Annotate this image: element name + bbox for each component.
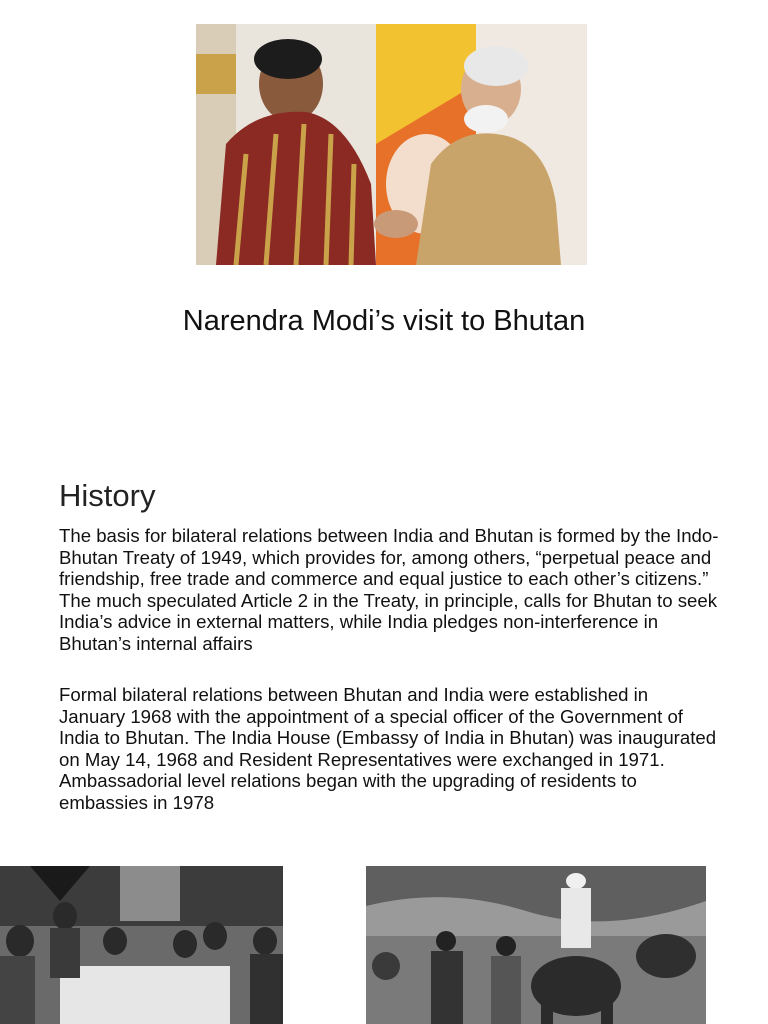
history-paragraph-1: The basis for bilateral relations between India and Bhutan is formed by the Indo-Bhutan Treaty of 1949, which provides for, among others, “perpetual peace and friendship, free trade and commerce and equal justice to each other’s citizens.” The much speculated Article 2 in the Treaty, in principle, calls for Bhutan to seek India’s advice in external matters, while India pledges non-interference in Bhutan’s internal affairs	[59, 525, 719, 654]
history-paragraph-2: Formal bilateral relations between Bhutan and India were established in January 1968 with the appointment of a special officer of the Government of India to Bhutan. The India House (Embassy of India in Bhutan) was inaugurated on May 14, 1968 and Resident Representatives were exchanged in 1971. Ambassadorial level relations began with the upgrading of residents to embassies in 1978	[59, 684, 717, 813]
horseback-visit-illustration	[366, 866, 706, 1024]
slide-title: Narendra Modi’s visit to Bhutan	[182, 305, 586, 337]
treaty-signing-photo	[0, 866, 283, 1024]
history-heading: History	[59, 478, 156, 513]
treaty-signing-illustration	[0, 866, 283, 1024]
handshake-illustration	[196, 24, 587, 265]
handshake-photo	[196, 24, 587, 265]
horseback-visit-photo	[366, 866, 706, 1024]
